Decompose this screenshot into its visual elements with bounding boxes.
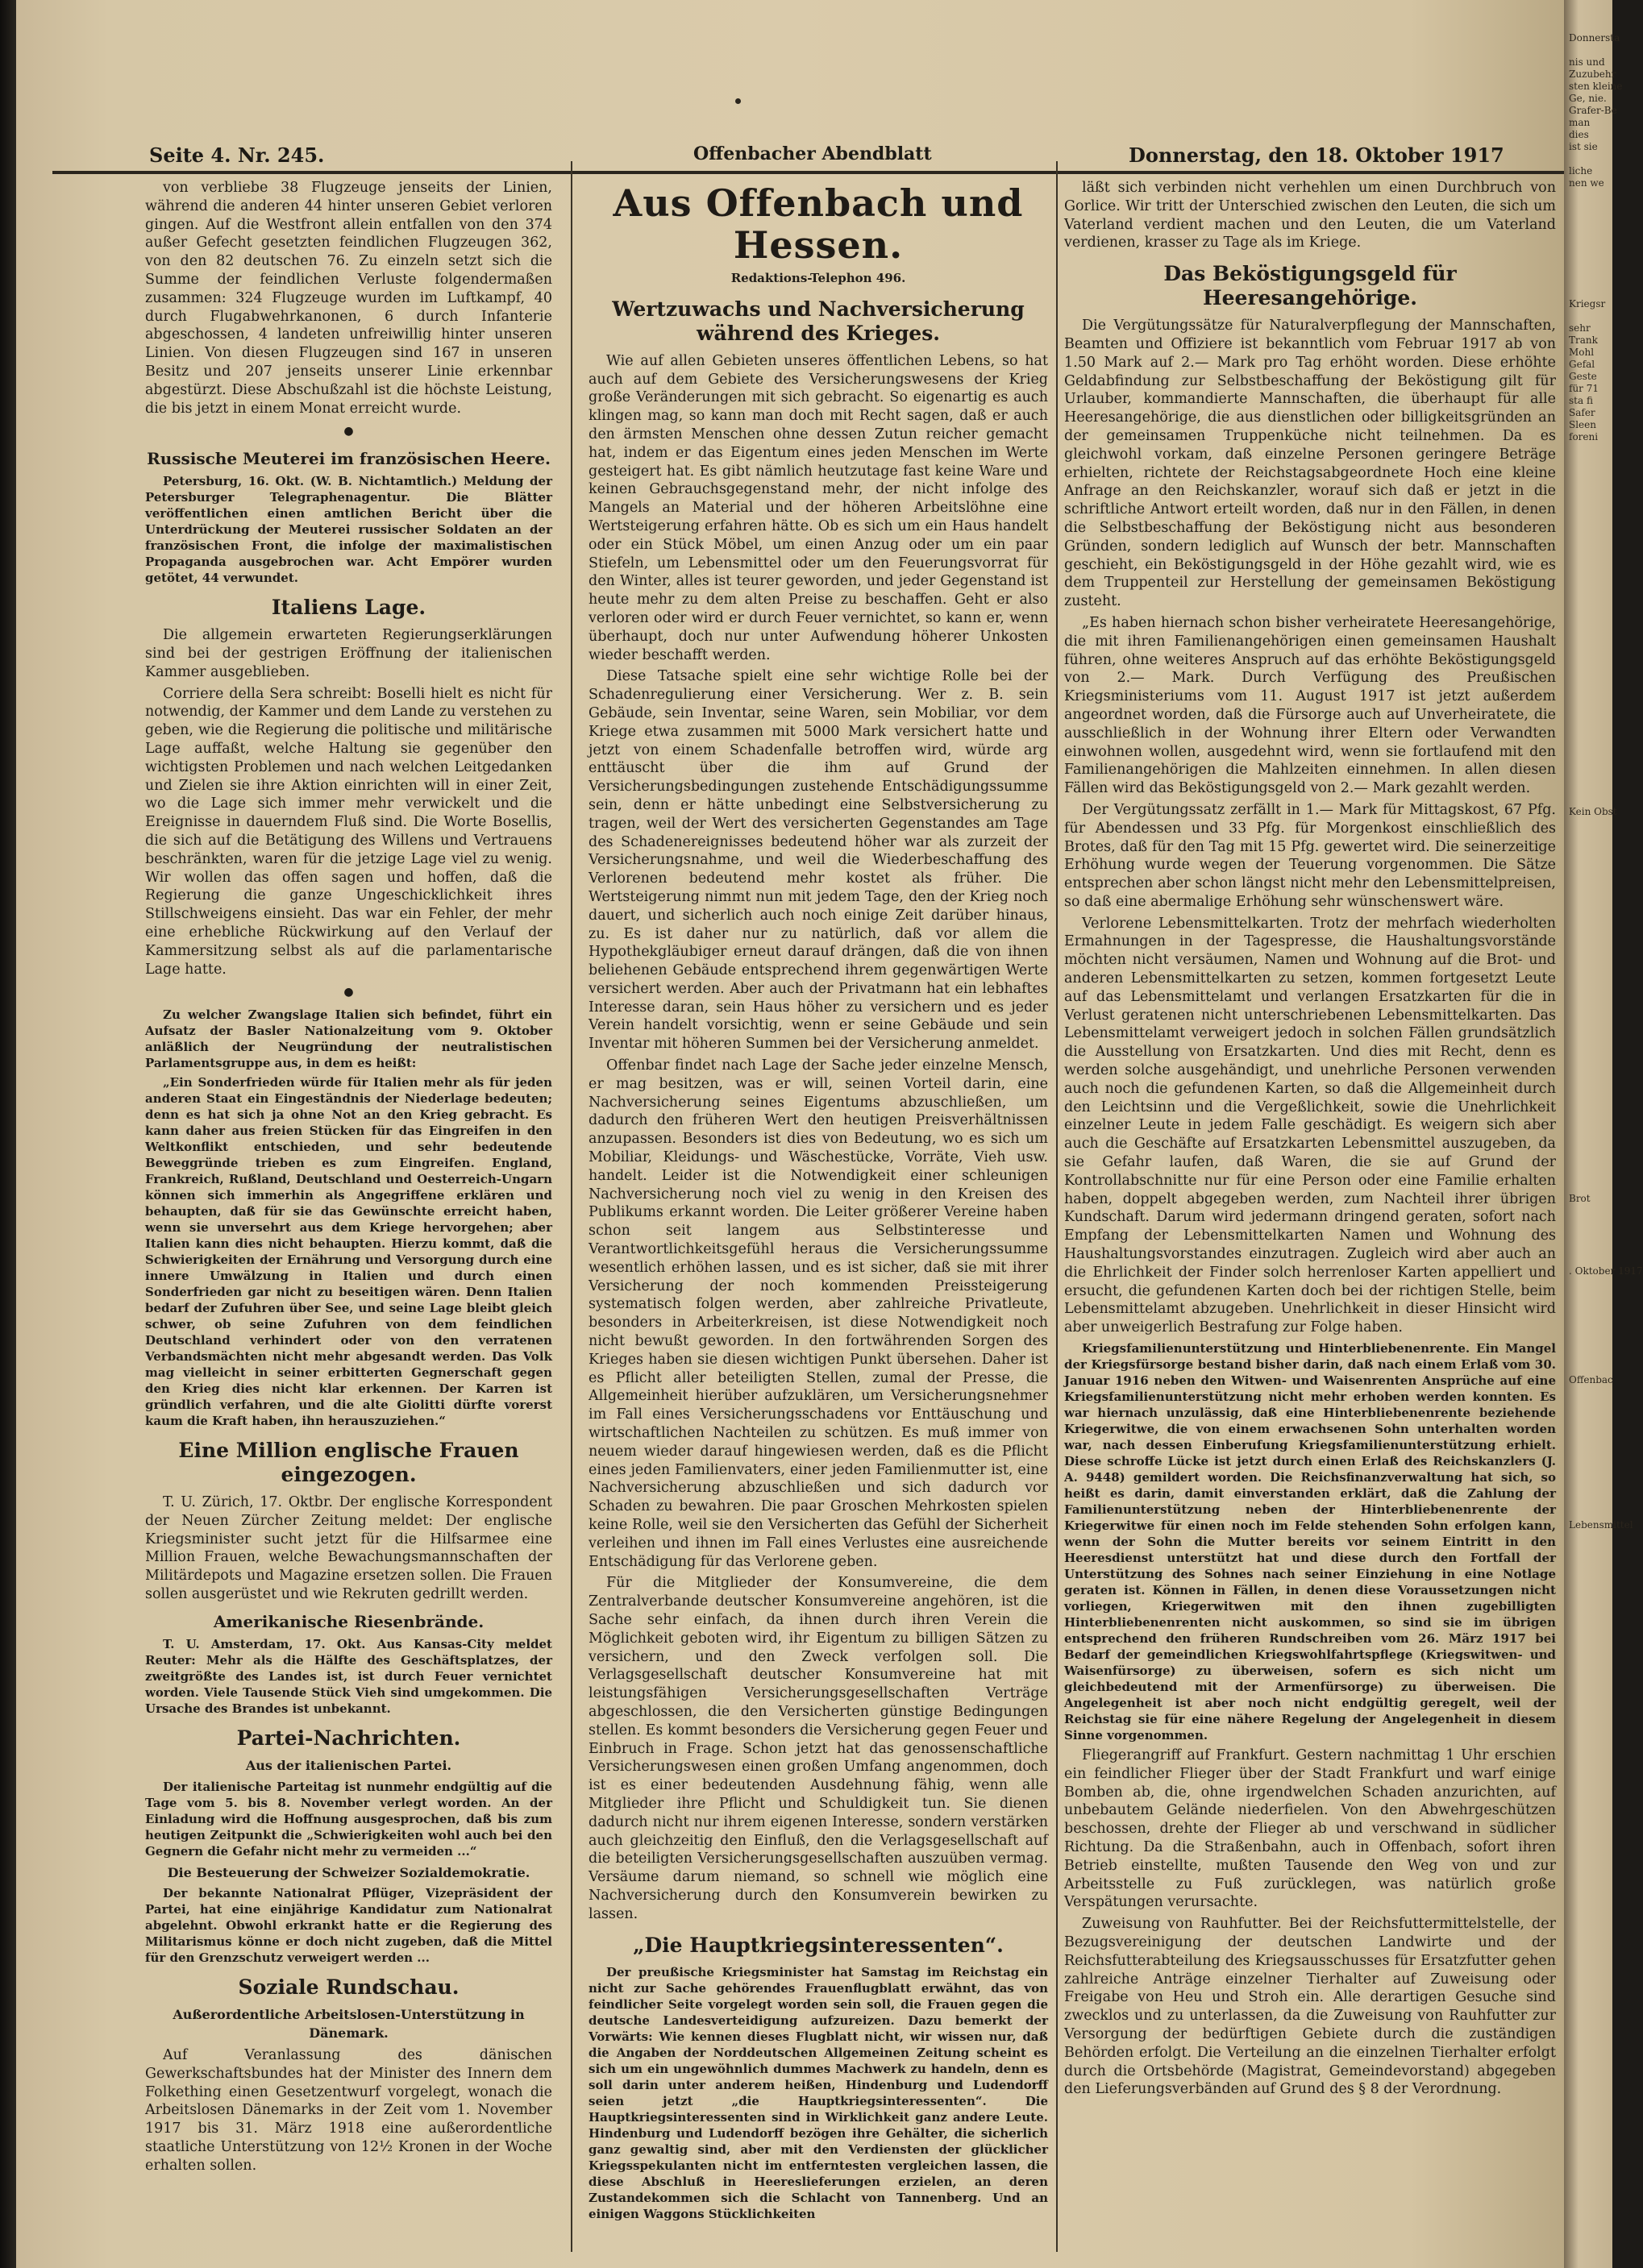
schweiz-subheadline: Die Besteuerung der Schweizer Sozialdemokratie. — [167, 1864, 530, 1880]
hinterbliebenenrente-paragraph: Kriegsfamilienunterstützung und Hinterbliebenenrente. Ein Mangel der Kriegsfürsorge bestand bisher darin, daß nach einem Erlaß vom 30. Januar 1916 neben den Witwen- und Waisenrenten Ansprüche auf eine Kriegsfamilienunterstützung nicht mehr erhoben werden konnten. Es war hiernach unzulässig, daß eine Hinterbliebenenrente beziehende Kriegerwitwe, die von einem erwachsenen Sohn unterhalten worden war, nach dessen Einberufung Kriegsfamilienunterstützung erhielt. Diese schroffe Lücke ist jetzt durch einen Erlaß des Reichskanzlers (J. A. 9448) gemildert worden. Die Reichsfinanzverwaltung hat sich, so heißt es darin, damit einverstanden erklärt, daß die Zahlung der Familienunterstützung neben der Hinterbliebenenrente der Kriegerwitwe für einen noch im Felde stehenden Sohn erfolgen kann, wenn der Sohn die Mutter bereits vor seinem Eintritt in den Heeresdienst unterstützt hat und diese durch den Fortfall der Unterstützung des Sohnes nach seiner Einziehung in eine Notlage geraten ist. Können in Fällen, in denen diese Voraussetzungen nicht vorliegen, Kriegerwitwen mit den ihnen zugebilligten Hinterbliebenenrenten nicht auskommen, so sind sie im übrigen entsprechend den früheren Rundschreiben vom 26. März 1917 bei Bedarf der gemeindlichen Kriegswohlfahrtspflege (Kriegswitwen- und Waisenfürsorge) zu überweisen, sofern es sich nicht um gleichbedeutend mit der Armenfürsorge) zu überweisen. Die Angelegenheit ist aber noch nicht endgültig geregelt, weil der Reichstag sie für eine nähere Regelung der Angelegenheit in diesem Sinne vorgenommen. — [1064, 1341, 1556, 1743]
newspaper-page — [16, 0, 1564, 2268]
headline-wertzuwachs: Wertzuwachs und Nachversicherung während des Krieges. — [612, 297, 1025, 345]
fliegerangriff-paragraph: Fliegerangriff auf Frankfurt. Gestern nachmittag 1 Uhr erschien ein feindlicher Flieger über der Stadt Frankfurt und warf einige Bomben ab, die, ohne irgendwelchen Schaden anzurichten, auf unbebautem Gelände niederfielen. Von den Abwehrgeschützen beschossen, drehte der Flieger ab und verschwand in südlicher Richtung. Da die Straßenbahn, auch in Offenbach, sofort ihren Betrieb einstellte, mußten Tausende den Weg von und zur Arbeitsstelle zu Fuß zurücklegen, was natürlich große Verspätungen verursachte. — [1064, 1747, 1556, 1911]
wert-paragraph-2: Diese Tatsache spielt eine sehr wichtige Rolle bei der Schadenregulierung einer Versicherung. Wer z. B. sein Gebäude, sein Inventar, seine Waren, sein Mobiliar, vor dem Kriege etwa zusammen mit 5000 Mark versichert hatte und jetzt von einem Schadenfalle betroffen wird, würde arg enttäuscht über die ihm auf Grund der Versicherungsbedingungen zustehende Entschädigungssumme sein, denn er hätte unbedingt eine Selbstversicherung zu tragen, weil der Wert des versicherten Gegenstandes am Tage des Schadenereignisses bedeutend höher war als zurzeit der Versicherungsnahme, und weil die Wiederbeschaffung des Verlorenen bedeutend mehr kostet als früher. Die Wertsteigerung nimmt nun mit jedem Tage, den der Krieg noch dauert, und sicherlich auch noch einige Zeit darüber hinaus, zu. Es ist daher nur zu natürlich, daß vor allem die Hypothekgläubiger erneut darauf drängen, daß die von ihnen beliehenen Gebäude entsprechend ihrem gegenwärtigen Werte versichert werden. Aber auch der Privatmann hat ein lebhaftes Interesse daran, sein Haus höher zu versichern und es jeder Verein handelt vorsichtig, wenn er seine Gebäude und sein Inventar mit höheren Summen bei der Versicherung anmeldet. — [589, 668, 1048, 1053]
brand-paragraph: T. U. Amsterdam, 17. Okt. Aus Kansas-City meldet Reuter: Mehr als die Hälfte des Geschäftsplatzes, der zweitgrößte des Landes ist, ist durch Feuer vernichtet worden. Viele Tausende Stück Vieh sind umgekommen. Die Ursache des Brandes ist unbekannt. — [145, 1636, 552, 1716]
sozial-paragraph: Auf Veranlassung des dänischen Gewerkschaftsbundes hat der Minister des Innern dem Folkething einen Gesetzentwurf vorgelegt, wonach die Arbeitslosen Dänemarks in der Zeit vom 1. November 1917 bis 31. März 1918 eine außerordentliche staatliche Unterstützung von 12½ Kronen in der Woche erhalten sollen. — [145, 2047, 552, 2174]
partei-subheadline: Aus der italienischen Partei. — [245, 1757, 452, 1773]
headline-brand: Amerikanische Riesenbrände. — [213, 1611, 485, 1631]
column-divider-2 — [1056, 161, 1058, 2252]
sozial-subheadline: Außerordentliche Arbeitslosen-Unterstützung in Dänemark. — [173, 2007, 525, 2042]
headline-sozial: Soziale Rundschau. — [238, 1975, 460, 2000]
meuterei-paragraph: Petersburg, 16. Okt. (W. B. Nichtamtlich.) Meldung der Petersburger Telegraphenagentur. Die Blätter veröffentlichen einen amtlichen Bericht über die Unterdrückung der Meuterei russischer Soldaten an der französischen Front, die infolge der maximalistischen Propaganda ausgebrochen war. Acht Empörer wurden getötet, 44 verwundet. — [145, 474, 552, 586]
column3-intro: läßt sich verbinden nicht verhehlen um einen Durchbruch von Gorlice. Wir tritt der Unterschied zwischen den Leuten, die sich um Vaterland verdient machen und den Leuten, die um Vaterland verdienen, krasser zu Tage als im Kriege. — [1064, 180, 1556, 251]
separator: ● — [343, 986, 354, 999]
header-rule — [52, 171, 1564, 174]
editorial-phone: Redaktions-Telephon 496. — [730, 271, 906, 285]
header-page-number: Seite 4. Nr. 245. — [149, 143, 325, 167]
column-3 — [1064, 179, 1556, 2252]
headline-bekoestigung: Das Beköstigungsgeld für Heeresangehörige. — [1163, 262, 1457, 310]
rauhfutter-paragraph: Zuweisung von Rauhfutter. Bei der Reichsfuttermittelstelle, der Bezugsvereinigung der deutschen Landwirte und der Reichsfutterabteilung des Kriegsausschusses für Ersatzfutter gehen zahlreiche Anträge einzelner Tierhalter auf Zuweisung oder Freigabe von Heu und Stroh ein. Alle derartigen Gesuche sind zwecklos und zu unterlassen, da die Zuweisung von Rauhfutter zur Versorgung der bedürftigen Gebiete durch die zuständigen Behörden erfolgt. Die Verteilung an die einzelnen Tierhalter erfolgt durch die Ortsbehörde (Magistrat, Gemeindevorstand) abgegeben den Lieferungsverbänden auf Grund des § 8 der Verordnung. — [1064, 1916, 1556, 2098]
bekoestigung-paragraph-3: Der Vergütungssatz zerfällt in 1.— Mark für Mittagskost, 67 Pfg. für Abendessen und 33 Pfg. für Morgenkost einschließlich des Brotes, daß für den Tag mit 15 Pfg. gewertet wird. Die seinerzeitige Erhöhung wurde wegen der Teuerung vorgenommen. Die Sätze entsprechen aber schon längst nicht mehr den Lebensmittelpreisen, so daß eine abermalige Erhöhung sehr wünschenswert wäre. — [1064, 801, 1556, 910]
million-paragraph: T. U. Zürich, 17. Oktbr. Der englische Korrespondent der Neuen Zürcher Zeitung meldet: Der englische Kriegsminister sucht jetzt für die Hilfsarmee eine Million Frauen, welche Bewachungsmannschaften der Militärdepots und Magazine ersetzen sollen. Die Frauen sollen ausgerüstet und wie Rekruten gedrillt werden. — [145, 1494, 552, 1603]
partei-paragraph: Der italienische Parteitag ist nunmehr endgültig auf die Tage vom 5. bis 8. November verlegt worden. An der Einladung wird die Hoffnung ausgesprochen, daß bis zum heutigen Zeitpunkt die „Schwierigkeiten wohl auch bei den Gegnern die Gefahr nicht mehr zu vermeiden ...“ — [145, 1779, 552, 1859]
bekoestigung-paragraph-1: Die Vergütungssätze für Naturalverpflegung der Mannschaften, Beamten und Offiziere ist bekanntlich vom Februar 1917 ab von 1.50 Mark auf 2.— Mark pro Tag erhöht worden. Diese erhöhte Geldabfindung zur Selbstbeschaffung der Beköstigung gilt für Urlauber, kommandierte Mannschaften, die überhaupt für alle Heeresangehörige, die aus dienstlichen oder billigkeitsgründen an der gemeinsamen Truppenküche nicht teilnehmen. Da es gleichwohl vorkam, daß einzelne Personen geringere Beträge erhielten, richtete der Reichstagsabgeordnete Hoch eine kleine Anfrage an den Reichskanzler, worauf sich daß er jetzt in die schriftliche Antwort erteilt worden, daß nur in den Fällen, in denen die Selbstbeschaffung der Beköstigung nicht aus besonderen Gründen, sondern lediglich auf Wunsch der betr. Mannschaften geschieht, ein Beköstigungsgeld in der Höhe gezahlt wird, wie es dem Truppenteil zur Herstellung der gemeinsamen Beköstigung zusteht. — [1064, 318, 1556, 610]
separator: ● — [343, 425, 354, 438]
wert-paragraph-1: Wie auf allen Gebieten unseres öffentlichen Lebens, so hat auch auf dem Gebiete des Versicherungswesens der Krieg große Veränderungen mit sich gebracht. So eigenartig es auch klingen mag, so kann man doch mit Recht sagen, daß er auch den ärmsten Menschen ohne dessen Zutun reicher gemacht hat, indem er das Eigentum eines jeden Menschen im Werte gesteigert hat. Es gibt nämlich heutzutage fast keine Ware und keinen Gebrauchsgegenstand mehr, der nicht infolge des Mangels an Material und der höheren Arbeitslöhne eine Wertsteigerung erfahren hätte. Ob es sich um ein Haus handelt oder ein Stück Möbel, um einen Anzug oder um ein paar Stiefeln, um Lebensmittel oder um den Feuerungsvorrat für den Winter, alles ist teurer geworden, und jeder Gegenstand ist heute mehr zu dem alten Preise zu beschaffen. Geht er also verloren oder wird er durch Feuer vernichtet, so kann er, wenn überhaupt, doch nur unter Aufwendung höherer Unkosten wieder beschafft werden. — [589, 352, 1048, 663]
headline-partei: Partei-Nachrichten. — [236, 1726, 461, 1750]
italien-paragraph-2: Corriere della Sera schreibt: Boselli hielt es nicht für notwendig, der Kammer und dem Lande zu verstehen zu geben, wie die Regierung die politische und militärische Lage auffaßt, welche Haltung sie gegenüber den wichtigsten Problemen und nach welchen Leitgedanken und Zielen sie ihre Aktion einrichten will in einer Zeit, wo die Lage sich immer mehr verwickelt und die Ereignisse in dauerndem Fluß sind. Die Worte Bosellis, die sich auf die Betätigung des Willens und Vertrauens beschränkten, waren für die jetzige Lage viel zu wenig. Wir wollen das offen sagen und hoffen, daß die Regierung die ganze Ungeschicklichkeit ihres Stillschweigens einsieht. Das war ein Fehler, der mehr eine erhebliche Rückwirkung auf den Verlauf der Kammersitzung selbst als auf die parlamentarische Lage hatte. — [145, 685, 552, 978]
header-date: Donnerstag, den 18. Oktober 1917 — [1129, 143, 1504, 167]
schweiz-paragraph: Der bekannte Nationalrat Pflüger, Vizepräsident der Partei, hat eine einjährige Kandidatur zum Nationalrat abgelehnt. Obwohl erkrankt hatte er die Regierung des Militarismus könne er doch nicht zugeben, daß die Mittel für den Grenzschutz verweigert werden ... — [145, 1886, 552, 1966]
headline-meuterei: Russische Meuterei im französischen Heere. — [147, 449, 551, 469]
italien-paragraph-3: Zu welcher Zwangslage Italien sich befindet, führt ein Aufsatz der Basler Nationalzeitung vom 9. Oktober anläßlich der Neugründung der neutralistischen Parlamentsgruppe aus, in dem es heißt: — [145, 1007, 552, 1071]
headline-hauptkriegsinteressenten: „Die Hauptkriegsinteressenten“. — [633, 1933, 1004, 1957]
wert-paragraph-3: Offenbar findet nach Lage der Sache jeder einzelne Mensch, er mag besitzen, was er will, seinen Vorteil darin, eine Nachversicherung seines Eigentums abzuschließen, um dadurch den früheren Wert den heutigen Preisverhältnissen anzupassen. Besonders ist dies von Bedeutung, wo es sich um Mobiliar, Kleidungs- und Wäschestücke, Vorräte, Vieh usw. handelt. Leider ist die Notwendigkeit einer schleunigen Nachversicherung noch viel zu wenig in den Kreisen des Publikums erkannt worden. Die Leiter größerer Vereine haben schon seit langem aus Selbstinteresse und Verantwortlichkeitsgefühl heraus die Versicherungssumme wesentlich erhöhen lassen, und es ist sicher, daß sie mit ihrer Versicherung der noch kommenden Preissteigerung systematisch folgen werden, aber zahlreiche Privatleute, besonders in Arbeiterkreisen, ist diese Notwendigkeit noch nicht bewußt geworden. In den fortwährenden Sorgen des Krieges haben sie diesen wichtigen Punkt übersehen. Daher ist es Pflicht aller beteiligten Stellen, zumal der Presse, die Allgemeinheit hierüber aufzuklären, um Versicherungsnehmer im Fall eines Versicherungsschadens vor Enttäuschung und wirtschaftlichen Nachteilen zu schützen. Es muß immer von neuem wieder darauf hingewiesen werden, daß es die Pflicht eines jeden Familienvaters, einer jeden Familienmutter ist, eine Nachversicherung abzuschließen und sich dadurch vor Schaden zu bewahren. Die paar Groschen Mehrkosten spielen keine Rolle, weil sie den Versicherten das Gefühl der Sicherheit verleihen und ihnen im Fall eines Verlustes eine ausreichende Entschädigung für das Verlorene geben. — [589, 1057, 1048, 1570]
binding-shadow — [0, 0, 16, 2268]
italien-paragraph-1: Die allgemein erwarteten Regierungserklärungen sind bei der gestrigen Eröffnung der italienischen Kammer ausgeblieben. — [145, 627, 552, 680]
header-masthead: Offenbacher Abendblatt — [693, 143, 932, 164]
headline-million: Eine Million englische Frauen eingezogen. — [178, 1439, 519, 1487]
wert-paragraph-4: Für die Mitglieder der Konsumvereine, die dem Zentralverbande deutscher Konsumvereine angehören, ist die Sache sehr einfach, da ihnen durch ihren Verein die Möglichkeit geboten wird, ihr Eigentum zu billigen Sätzen zu versichern, und den Zweck verfolgen soll. Die Verlagsgesellschaft deutscher Konsumvereine hat mit leistungsfähigen Versicherungsgesellschaften Verträge abgeschlossen, die den Versicherten günstige Bedingungen stellen. Es kommt besonders die Versicherung gegen Feuer und Einbruch in Frage. Schon jetzt hat das genossenschaftliche Versicherungswesen einen großen Umfang angenommen, doch ist es einer bedeutenden Ausdehnung fähig, wenn alle Mitglieder ihre Pflicht und Schuldigkeit tun. Sie dienen dadurch nicht nur ihrem eigenen Interesse, sondern verstärken auch gleichzeitig den Einfluß, den die Verlagsgesellschaft auf die beteiligten Versicherungsgesellschaften auszuüben vermag. Versäume darum niemand, so schnell wie möglich eine Nachversicherung durch den Konsumverein bewirken zu lassen. — [589, 1575, 1048, 1922]
headline-italien: Italiens Lage. — [271, 596, 426, 620]
lebensmittelkarten-paragraph: Verlorene Lebensmittelkarten. Trotz der mehrfach wiederholten Ermahnungen in der Tagespresse, die Haushaltungsvorstände möchten nicht versäumen, Namen und Wohnung auf die Brot- und anderen Lebensmittelkarten zu setzen, kommen fortgesetzt Leute auf das Lebensmittelamt und verlangen Ersatzkarten für die in Verlust geratenen nicht unterschriebenen Lebensmittelkarten. Das Lebensmittelamt verweigert jedoch in solchen Fällen grundsätzlich die Ausstellung von Ersatzkarten. Und dies mit Recht, denn es werden solche ausgehändigt, und unehrliche Personen verwenden auch noch die gefundenen Karten, so daß die Allgemeinheit durch den Leichtsinn und die Vergeßlichkeit, sowie die Unehrlichkeit einzelner Leute in jedem Falle geschädigt. Es weigern sich aber auch die Geschäfte auf Ersatzkarten Lebensmittel auszugeben, da sie Gefahr laufen, daß Waren, die sie auf Grund der Kontrollabschnitte nur für eine Person oder eine Familie erhalten haben, doppelt abgegeben werden, zum Nachteil ihrer übrigen Kundschaft. Darum wird jedermann dringend geraten, sofort nach Empfang der Lebensmittelkarten Namen und Wohnung des Haushaltungsvorstandes einzutragen. Zugleich wird aber auch an die Ehrlichkeit der Finder solch herrenloser Karten appelliert und ersucht, die gefundenen Karten doch bei der richtigen Stelle, beim Lebensmittelamt abzugeben. Unehrlichkeit in dieser Hinsicht wird aber unweigerlich Bestrafung zur Folge haben. — [1064, 915, 1556, 1336]
haupt-paragraph: Der preußische Kriegsminister hat Samstag im Reichstag ein nicht zur Sache gehörendes Frauenflugblatt erwähnt, das von feindlicher Seite vorgelegt worden sein soll, die Frauen gegen die deutsche Landesverteidigung aufzureizen. Dazu bemerkt der Vorwärts: Wie kennen dieses Flugblatt nicht, wir wissen nur, daß die Angaben der Norddeutschen Allgemeinen Zeitung scheint es sich um ein ungewöhnlich dummes Machwerk zu handeln, denn es soll darin unter anderem heißen, Hindenburg und Ludendorff seien jetzt „die Hauptkriegsinteressenten“. Die Hauptkriegsinteressenten sind in Wirklichkeit ganz andere Leute. Hindenburg und Ludendorff bezögen ihre Gehälter, die sicherlich ganz gewaltig sind, aber mit den Verdiensten der glücklicher Kriegsspekulanten nicht im entferntesten vergleichen lassen, die diese Abschluß in Heereslieferungen erzielen, an deren Zustandekommen sich die Schlacht von Tannenberg. Und an einigen Waggons Stücklichkeiten — [589, 1964, 1048, 2221]
adjacent-page-edge — [1564, 0, 1643, 2268]
punch-dot — [735, 98, 741, 104]
section-title: Aus Offenbach und Hessen. — [613, 181, 1024, 267]
italien-paragraph-4: „Ein Sonderfrieden würde für Italien mehr als für jeden anderen Staat ein Eingeständnis der Niederlage bedeuten; denn es hat sich ja ohne Not an den Krieg gebracht. Es kann daher aus freien Stücken für das Eingreifen in den Weltkonflikt entschieden, und sehr bedeutende Beweggründe trieben es zum Eingreifen. England, Frankreich, Rußland, Deutschland und Oesterreich-Ungarn können sich immerhin als Angegriffene erklären und behaupten, daß für sie das Gewünschte erreicht haben, wenn sie unversehrt aus dem Kriege hervorgehen; aber Italien kann dies nicht behaupten. Hierzu kommt, daß die Schwierigkeiten der Ernährung und Versorgung durch eine innere Umwälzung in Italien und durch einen Sonderfrieden gar nicht zu beseitigen wären. Denn Italien bedarf der Zufuhren über See, und seine Lage bleibt gleich schwer, ob seine Zufuhren von dem feindlichen Deutschland verhindert oder von den verratenen Verbandsmächten nicht mehr abgesandt werden. Das Volk mag vielleicht in seiner erbitterten Gegnerschaft gegen den Krieg dies nicht klar erkennen. Der Karren ist gründlich verfahren, und die alte Giolitti dürfte vorerst kaum die Kraft haben, ihn herauszuziehen.“ — [145, 1075, 552, 1429]
flight-losses-paragraph: von verbliebe 38 Flugzeuge jenseits der Linien, während die anderen 44 hinter unseren Gebiet verloren gingen. Auf die Westfront allein entfallen von den 374 außer Gefecht gesetzten feindlichen Flugzeugen 362, von den 82 deutschen 76. Zu einzeln setzt sich die Summe der feindlichen Verluste folgendermaßen zusammen: 324 Flugzeuge wurden im Luftkampf, 40 durch Flugabwehrkanonen, 6 durch Infanterie abgeschossen, 4 landeten unfreiwillig hinter unseren Linien. Von diesen Flugzeugen sind 167 in unseren Besitz und 207 jenseits unserer Linie erkennbar abgestürzt. Diese Abschußzahl ist die höchste Leistung, die bis jetzt in einem Monat erreicht wurde. — [145, 180, 552, 417]
column-2 — [589, 179, 1048, 2252]
column-1 — [145, 179, 552, 2252]
column-divider-1 — [571, 161, 572, 2252]
bekoestigung-paragraph-2: „Es haben hiernach schon bisher verheiratete Heeresangehörige, die mit ihren Familienangehörigen einen gemeinsamen Haushalt führen, ohne weiteres Anspruch auf das erhöhte Beköstigungsgeld von 2.— Mark. Durch Verfügung des Preußischen Kriegsministeriums vom 11. August 1917 ist jetzt außerdem angeordnet worden, daß die Fürsorge auch auf Unverheiratete, die ausschließlich in der Wohnung ihrer Eltern oder Verwandten einwohnen wollen, ausgedehnt wird, wenn sie fortlaufend mit den Familienangehörigen die Mahlzeiten einnehmen. In allen diesen Fällen wird das Beköstigungsgeld von 2.— Mark gezahlt werden. — [1064, 614, 1556, 797]
adjacent-page-text: Donnersta nis und Zuzubehr sten kleine Ge, nie. Grafer-Be man dies ist sie liche nen we Kriegsr sehr Trank Mohl Gefal Geste für 71 sta fi Safer Sleen foreni Kein Obst Brot . Oktober 1917 Offenbac Lebensmittel — [1569, 32, 1643, 1531]
